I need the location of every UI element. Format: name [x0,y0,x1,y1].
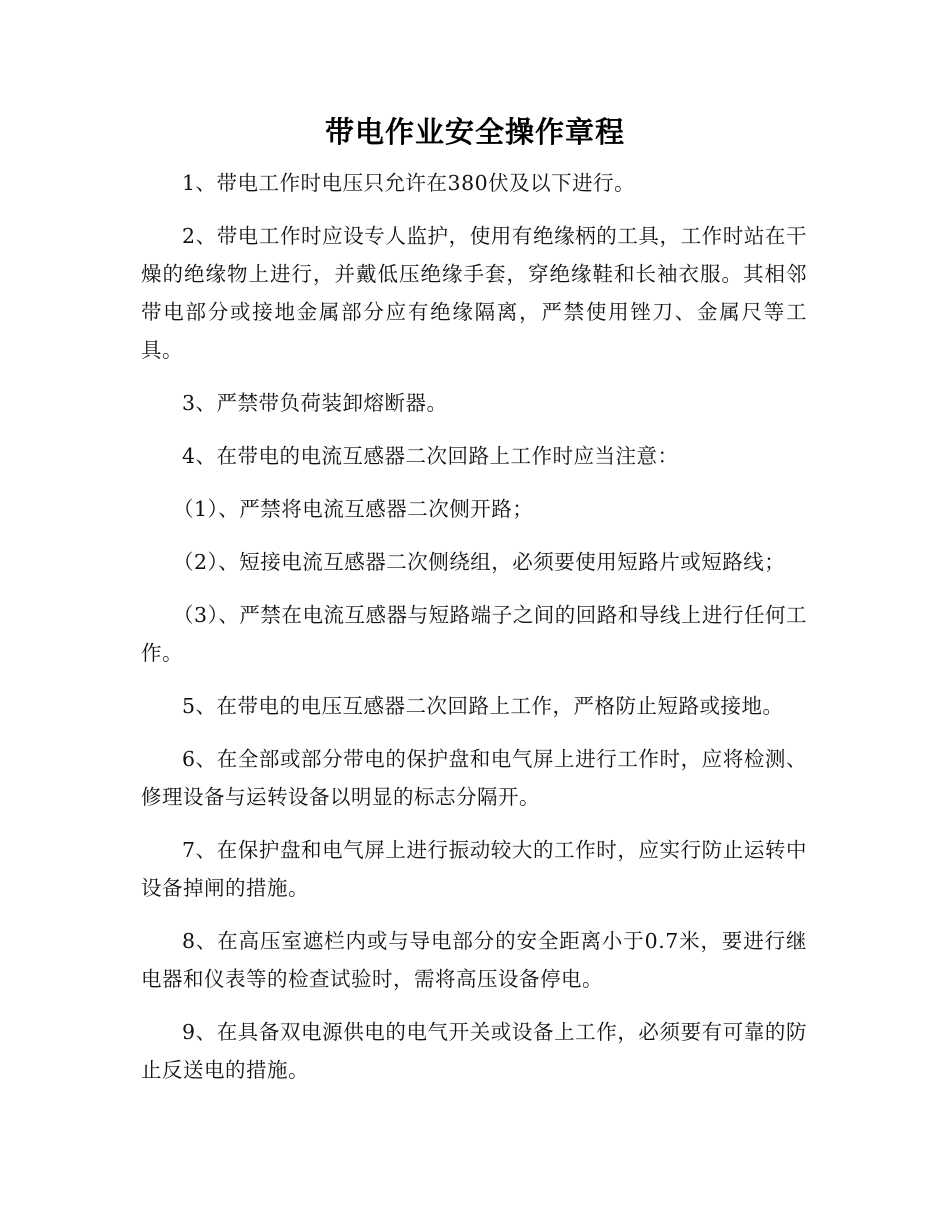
paragraph-9: 9、在具备双电源供电的电气开关或设备上工作，必须要有可靠的防止反送电的措施。 [141,1020,807,1082]
paragraph-4-item-3: （3）、严禁在电流互感器与短路端子之间的回路和导线上进行任何工作。 [141,603,807,665]
document-title: 带电作业安全操作章程 [324,115,625,149]
paragraph-4-item-2: （2）、短接电流互感器二次侧绕组，必须要使用短路片或短路线； [173,550,786,574]
paragraph-7: 7、在保护盘和电气屏上进行振动较大的工作时，应实行防止运转中设备掉闸的措施。 [141,838,807,900]
paragraph-3: 3、严禁带负荷装卸熔断器。 [182,391,448,415]
paragraph-4: 4、在带电的电流互感器二次回路上工作时应当注意： [182,444,679,468]
paragraph-1: 1、带电工作时电压只允许在380伏及以下进行。 [182,171,636,195]
paragraph-8: 8、在高压室遮栏内或与导电部分的安全距离小于0.7米，要进行继电器和仪表等的检查试验时，需将高压设备停电。 [141,929,807,991]
paragraph-4-item-1: （1）、严禁将电流互感器二次侧开路； [173,497,534,521]
paragraph-2: 2、带电工作时应设专人监护，使用有绝缘柄的工具，工作时站在干燥的绝缘物上进行，并戴低压绝缘手套，穿绝缘鞋和长袖衣服。其相邻带电部分或接地金属部分应有绝缘隔离，严禁使用锉刀、金属尺等工具。 [141,224,807,362]
document-body [141,164,807,1104]
paragraph-5: 5、在带电的电压互感器二次回路上工作，严格防止短路或接地。 [182,694,784,718]
paragraph-6: 6、在全部或部分带电的保护盘和电气屏上进行工作时，应将检测、修理设备与运转设备以明显的标志分隔开。 [141,747,807,809]
